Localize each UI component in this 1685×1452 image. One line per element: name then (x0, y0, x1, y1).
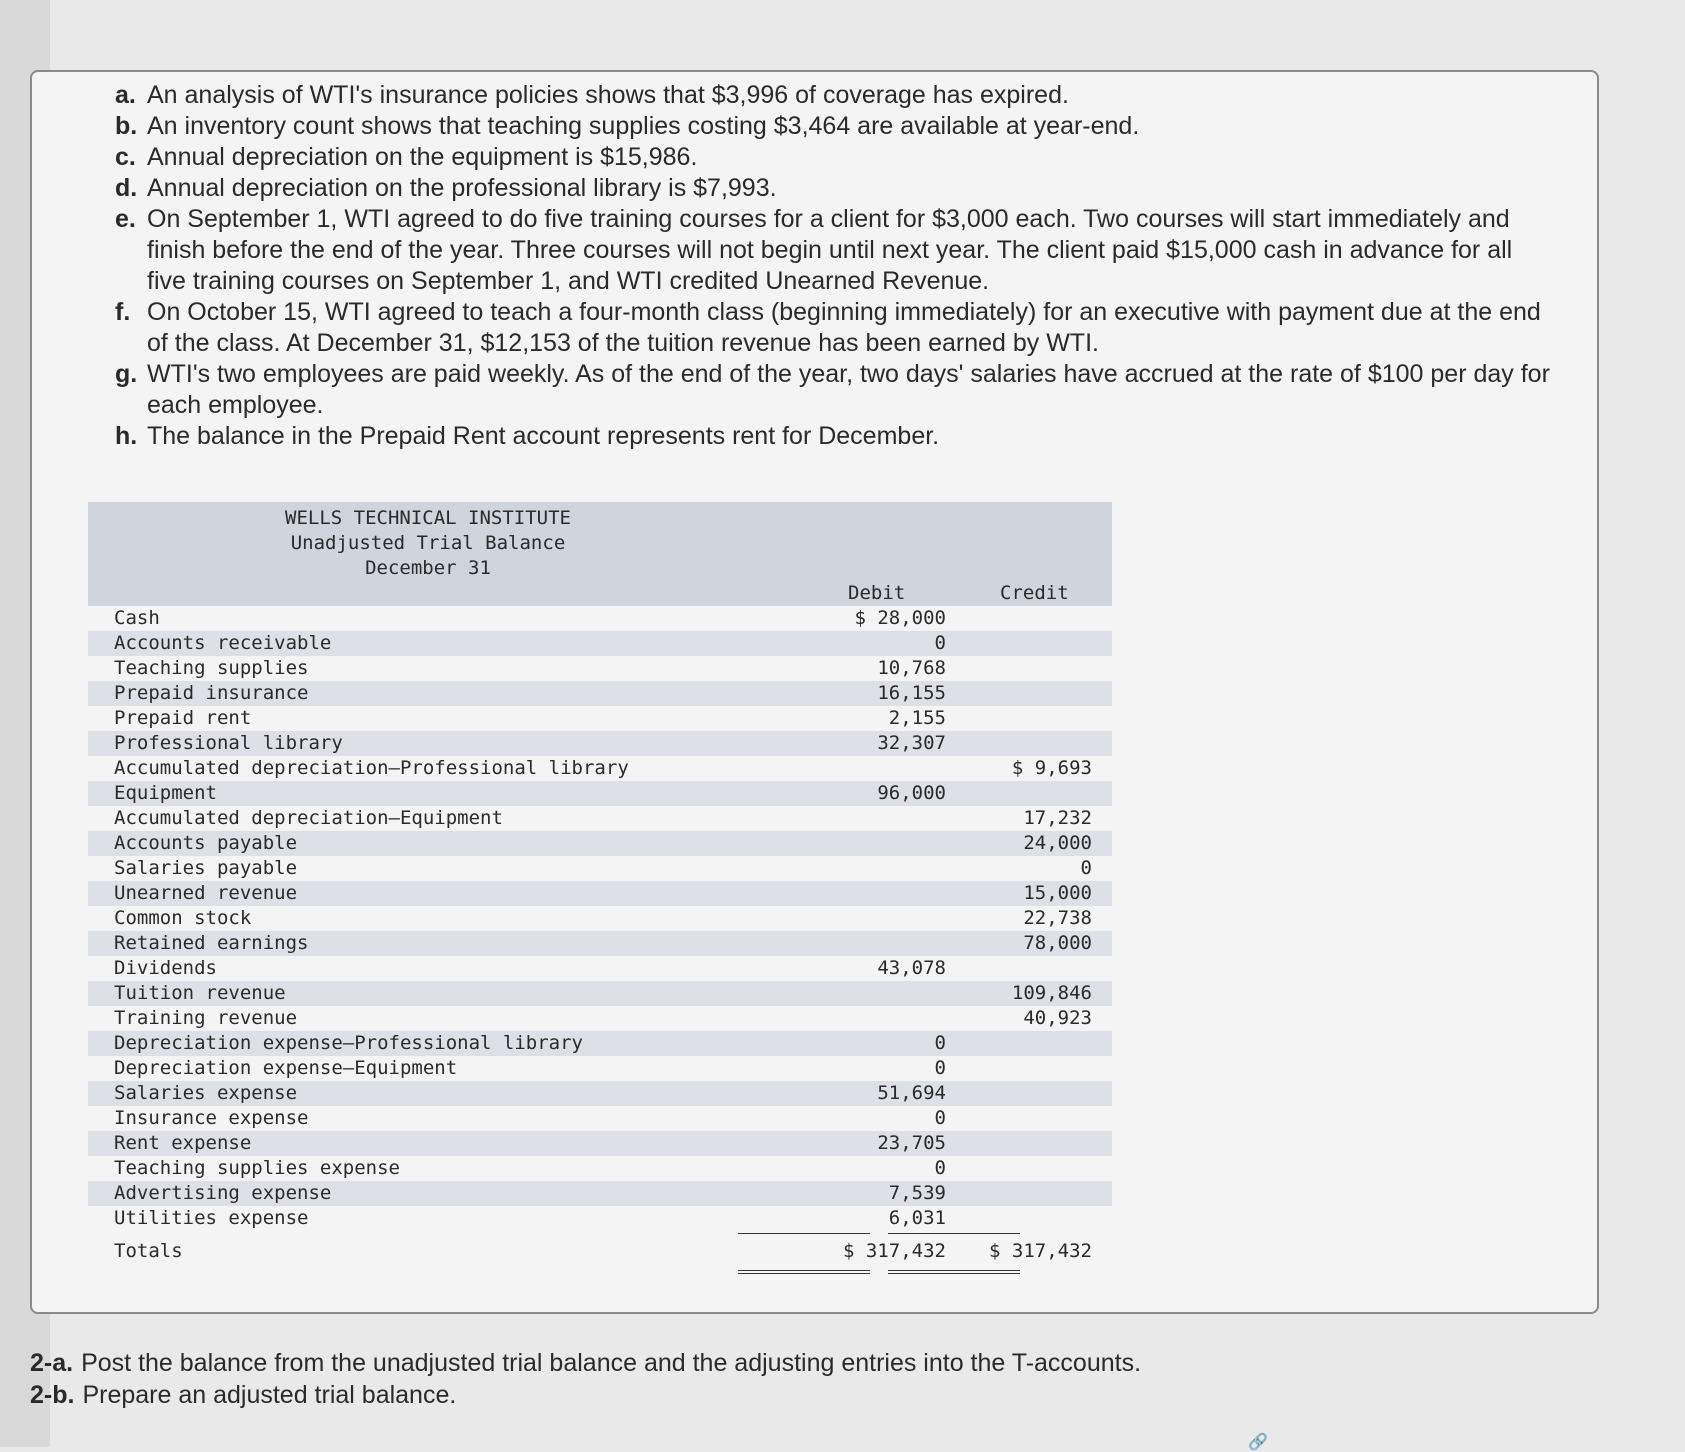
account-name: Salaries payable (114, 857, 298, 879)
table-row (88, 1156, 1112, 1181)
credit-amount: 15,000 (1023, 882, 1092, 904)
company-name: WELLS TECHNICAL INSTITUTE (285, 507, 571, 529)
account-name: Training revenue (114, 1007, 298, 1029)
table-row (88, 881, 1112, 906)
account-name: Accounts receivable (114, 632, 332, 654)
table-row (88, 1006, 1112, 1031)
account-name: Accumulated depreciation–Professional library (114, 757, 629, 779)
debit-amount: 7,539 (888, 1182, 946, 1204)
trial-balance-table (88, 502, 1112, 1273)
table-row (88, 981, 1112, 1006)
adjustment-item (115, 111, 1555, 142)
credit-amount: 17,232 (1023, 807, 1092, 829)
account-name: Unearned revenue (114, 882, 298, 904)
item-text: The balance in the Prepaid Rent account represents rent for December. (147, 422, 940, 450)
table-row (88, 1081, 1112, 1106)
adjustment-item (115, 421, 1555, 452)
item-letter: g. (115, 360, 138, 388)
debit-header: Debit (848, 582, 906, 604)
account-name: Utilities expense (114, 1207, 309, 1229)
debit-amount: 96,000 (877, 782, 946, 804)
account-name: Accumulated depreciation–Equipment (114, 807, 503, 829)
question-tag: 2-b. (30, 1381, 75, 1409)
account-name: Teaching supplies expense (114, 1157, 400, 1179)
table-row (88, 1106, 1112, 1131)
question (30, 1347, 1141, 1379)
table-row (88, 656, 1112, 681)
credit-amount: 109,846 (1011, 982, 1092, 1004)
credit-amount: 24,000 (1023, 832, 1092, 854)
item-text: On October 15, WTI agreed to teach a four-month class (beginning immediately) for an executive with payment due at the end of the class. At December 31, $12,153 of the tuition revenue has been earned by WTI. (147, 298, 1541, 357)
adjustment-item (115, 142, 1555, 173)
adjustment-item (115, 359, 1555, 421)
table-row (88, 731, 1112, 756)
trial-balance-title-block (88, 506, 768, 581)
debit-amount: 2,155 (888, 707, 946, 729)
table-row (88, 1181, 1112, 1206)
item-text: An analysis of WTI's insurance policies shows that $3,996 of coverage has expired. (147, 81, 1069, 109)
adjustment-item (115, 173, 1555, 204)
item-text: On September 1, WTI agreed to do five training courses for a client for $3,000 each. Two courses will start immediately and finish before the end of the year. Three courses will not begin until next year. The client paid $15,000 cash in advance for all five training courses on September 1, and WTI credited Unearned Revenue. (147, 205, 1513, 295)
item-letter: d. (115, 174, 138, 202)
trial-balance-header (88, 502, 1112, 606)
account-name: Advertising expense (114, 1182, 332, 1204)
table-row (88, 606, 1112, 631)
credit-amount: 0 (1080, 857, 1092, 879)
credit-amount: 40,923 (1023, 1007, 1092, 1029)
table-row (88, 931, 1112, 956)
table-row (88, 1056, 1112, 1081)
debit-amount: 0 (934, 1107, 946, 1129)
credit-amount: 22,738 (1023, 907, 1092, 929)
debit-amount: 43,078 (877, 957, 946, 979)
credit-header: Credit (1000, 582, 1069, 604)
debit-amount: 16,155 (877, 682, 946, 704)
debit-amount: 10,768 (877, 657, 946, 679)
table-row (88, 631, 1112, 656)
totals-row (88, 1231, 1112, 1273)
trial-balance-rows (88, 606, 1112, 1231)
table-row (88, 1131, 1112, 1156)
table-row (88, 831, 1112, 856)
account-name: Prepaid insurance (114, 682, 309, 704)
account-name: Salaries expense (114, 1082, 298, 1104)
account-name: Teaching supplies (114, 657, 309, 679)
account-name: Common stock (114, 907, 252, 929)
item-text: An inventory count shows that teaching supplies costing $3,464 are available at year-end. (147, 112, 1140, 140)
account-name: Cash (114, 607, 160, 629)
adjustment-item (115, 297, 1555, 359)
item-text: WTI's two employees are paid weekly. As of the end of the year, two days' salaries have accrued at the rate of $100 per day for each employee. (147, 360, 1550, 419)
debit-amount: 6,031 (888, 1207, 946, 1229)
table-row (88, 906, 1112, 931)
table-row (88, 806, 1112, 831)
questions-block (30, 1347, 1141, 1411)
adjustment-items-list (115, 80, 1555, 452)
account-name: Retained earnings (114, 932, 309, 954)
table-row (88, 781, 1112, 806)
debit-amount: 32,307 (877, 732, 946, 754)
account-name: Equipment (114, 782, 217, 804)
account-name: Professional library (114, 732, 343, 754)
account-name: Rent expense (114, 1132, 252, 1154)
question (30, 1379, 1141, 1411)
item-letter: e. (115, 205, 136, 233)
account-name: Prepaid rent (114, 707, 252, 729)
item-letter: a. (115, 81, 136, 109)
debit-amount: $ 28,000 (854, 607, 946, 629)
table-row (88, 706, 1112, 731)
table-row (88, 681, 1112, 706)
item-text: Annual depreciation on the professional library is $7,993. (147, 174, 777, 202)
item-letter: c. (115, 143, 136, 171)
debit-amount: 51,694 (877, 1082, 946, 1104)
account-name: Dividends (114, 957, 217, 979)
item-text: Annual depreciation on the equipment is $15,986. (147, 143, 698, 171)
account-name: Depreciation expense–Professional library (114, 1032, 583, 1054)
link-icon[interactable]: 🔗 (1248, 1434, 1268, 1451)
adjustment-item (115, 80, 1555, 111)
item-letter: h. (115, 422, 138, 450)
account-name: Depreciation expense–Equipment (114, 1057, 458, 1079)
account-name: Tuition revenue (114, 982, 286, 1004)
question-tag: 2-a. (30, 1349, 74, 1377)
totals-label: Totals (114, 1240, 183, 1262)
item-letter: b. (115, 112, 138, 140)
debit-amount: 0 (934, 1157, 946, 1179)
question-text: Post the balance from the unadjusted trial balance and the adjusting entries into the T-accounts. (81, 1349, 1142, 1377)
statement-date: December 31 (365, 557, 491, 579)
credit-total: $ 317,432 (989, 1240, 1092, 1262)
table-row (88, 956, 1112, 981)
credit-amount: 78,000 (1023, 932, 1092, 954)
question-text: Prepare an adjusted trial balance. (82, 1381, 457, 1409)
debit-amount: 0 (934, 1057, 946, 1079)
debit-amount: 23,705 (877, 1132, 946, 1154)
table-row (88, 1031, 1112, 1056)
statement-title: Unadjusted Trial Balance (290, 532, 566, 554)
credit-amount: $ 9,693 (1011, 757, 1092, 779)
account-name: Accounts payable (114, 832, 298, 854)
debit-amount: 0 (934, 632, 946, 654)
adjustment-item (115, 204, 1555, 297)
debit-total: $ 317,432 (843, 1240, 946, 1262)
table-row (88, 1206, 1112, 1231)
debit-amount: 0 (934, 1032, 946, 1054)
item-letter: f. (115, 298, 131, 326)
account-name: Insurance expense (114, 1107, 309, 1129)
table-row (88, 856, 1112, 881)
table-row (88, 756, 1112, 781)
